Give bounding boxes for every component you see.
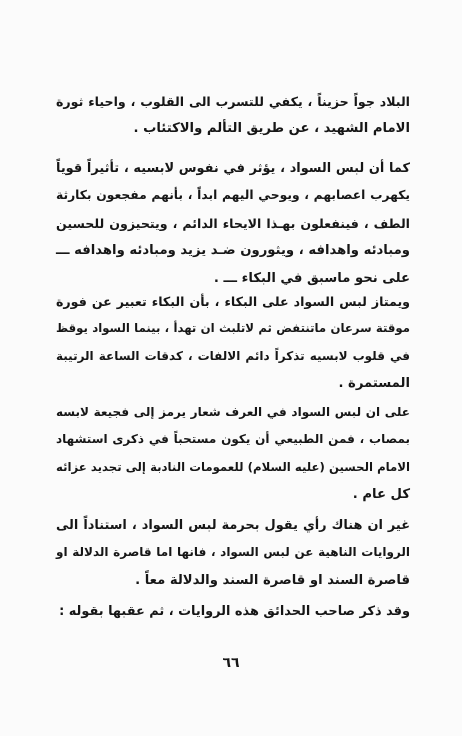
paragraph-4 [56, 399, 410, 509]
paragraph-line: على نحو ماسبق في البكاء ـــ . [213, 270, 410, 286]
paragraph-6 [56, 598, 410, 625]
paragraph-2 [56, 155, 410, 292]
paragraph-line: وقد ذكر صاحب الحدائق هذه الروايات ، ثم عقبها بقوله : [59, 604, 410, 619]
paragraph-3 [56, 288, 410, 398]
paragraph-line: الطف ، فينفعلون بهـذا الايحاء الدائم ، ويتحيزون للحسين [56, 215, 410, 231]
paragraph-line: كل عام . [352, 487, 410, 503]
paragraph-5 [56, 512, 410, 594]
paragraph-line: غير ان هناك رأي يقول بحرمة لبس السواد ، استناداً الى [56, 518, 410, 533]
paragraph-line: موقتة سرعان ماتنتفض ثم لاتلبث ان تهدأ ، بينما السواد يوقظ [56, 321, 410, 336]
paragraph-line: الامام الحسين (عليه السلام) للعمومات النادبة إلى تجديد عزائه [56, 459, 410, 474]
paragraph-1 [56, 88, 410, 143]
paragraph-line: بمصاب ، فمن الطبيعي أن يكون مستحباً في ذكرى استشهاد [56, 432, 410, 447]
paragraph-line: على ان لبس السواد في العرف شعار يرمز إلى فجيعة لابسه [56, 405, 410, 419]
paragraph-line: الامام الشهيد ، عن طريق التألم والاكتئاب . [133, 121, 410, 137]
paragraph-line: في قلوب لابسيه تذكراً دائم الالفات ، كدقات الساعة الرتيبة [56, 348, 410, 363]
paragraph-line: ومبادئه واهدافه ، ويثورون ضـد يزيد ومبادئه واهدافه ـــ [56, 243, 410, 259]
paragraph-line: الروايات الناهية عن لبس السواد ، فانها اما قاصرة الدلالة او [56, 545, 410, 560]
paragraph-line: المستمرة . [338, 376, 410, 392]
paragraph-line: ويمتاز لبس السواد على البكاء ، بأن البكاء تعبير عن فورة [56, 294, 410, 309]
paragraph-line: البلاد جواً حزيناً ، يكفي للتسرب الى القلوب ، واحياء ثورة [56, 94, 410, 109]
paragraph-line: كما أن لبس السواد ، يؤثر في نفوس لابسيه ، تأثيراً قوياً [56, 161, 410, 176]
page-number: ٦٦ [222, 655, 240, 671]
paragraph-line: يكهرب اعصابهم ، ويوحي اليهم ابداً ، بأنهم مفجعون بكارثة [56, 188, 410, 203]
paragraph-line: قاصرة السند او قاصرة السند والدلالة معاً . [135, 572, 410, 588]
